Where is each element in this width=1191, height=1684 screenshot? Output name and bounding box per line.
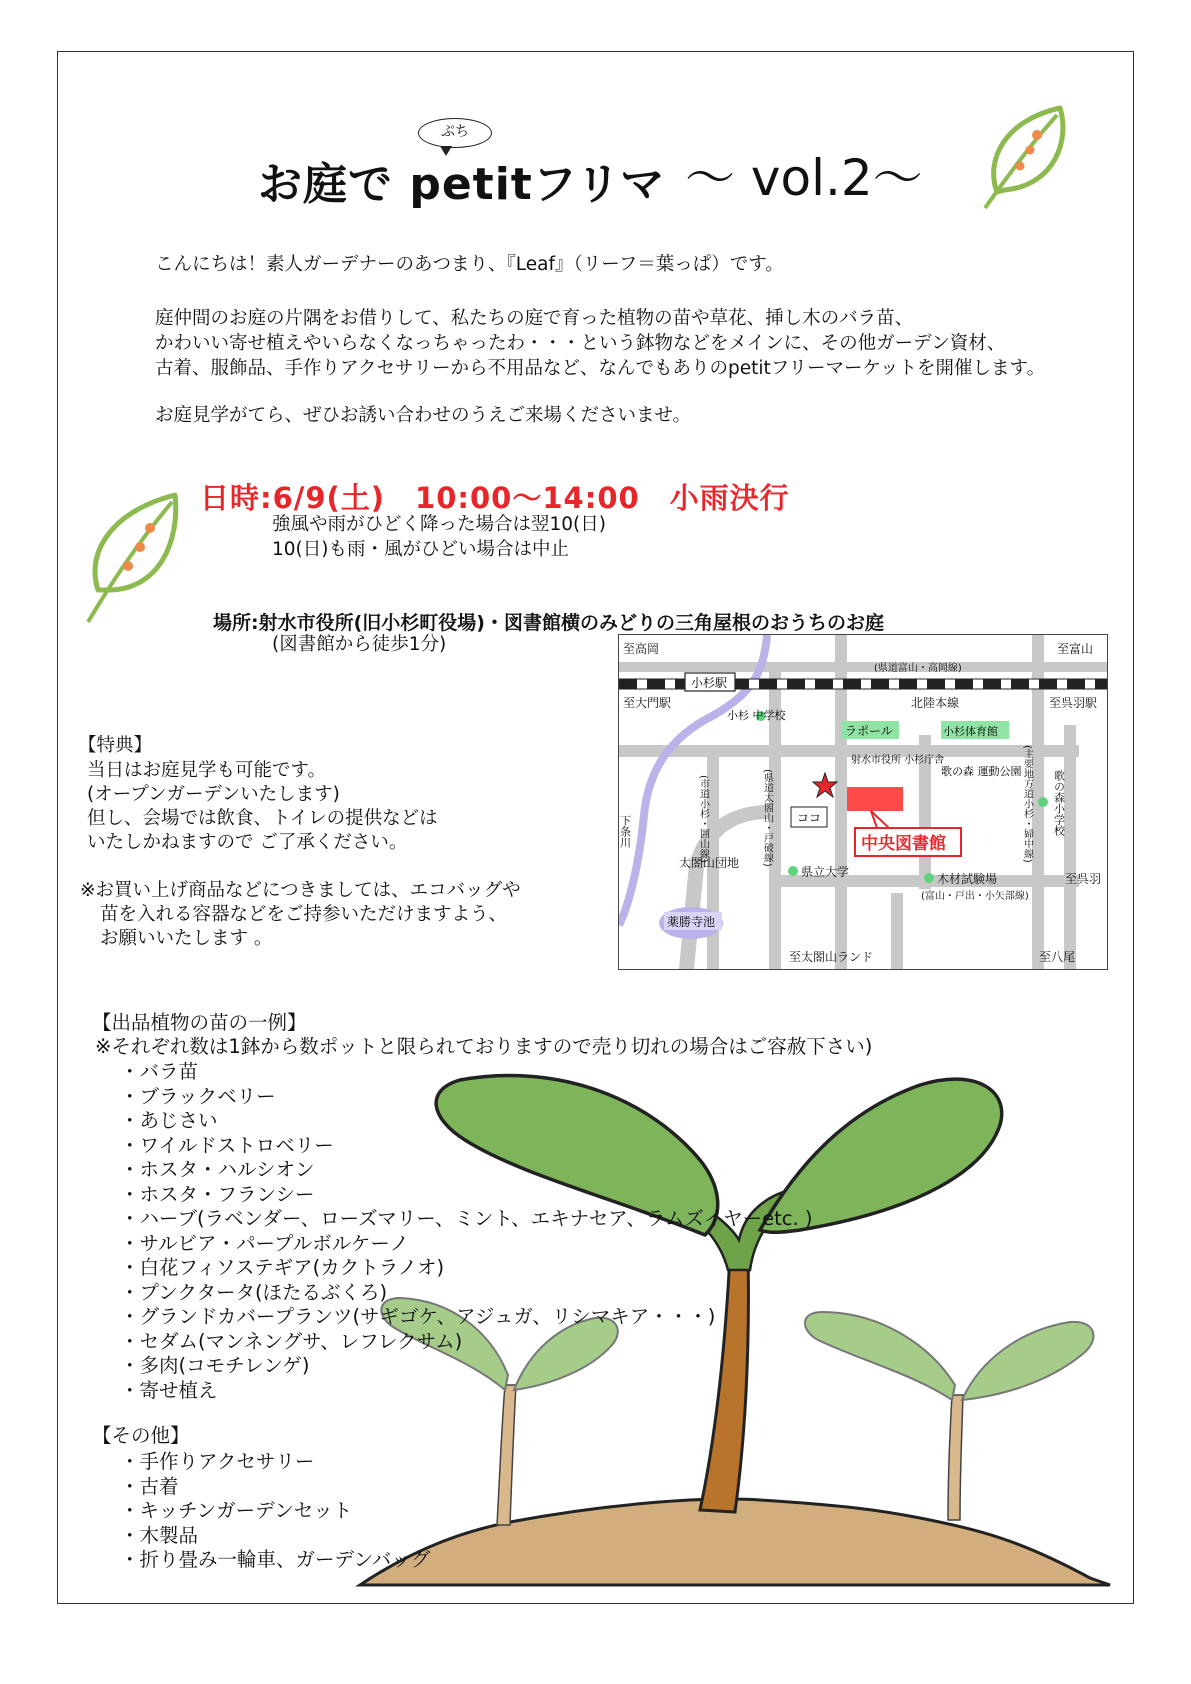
map-label-to-kureha-station: 至呉羽駅 (1049, 696, 1098, 710)
benefits-note-1: ※お買い上げ商品などにつきましては、エコバッグや (80, 880, 521, 901)
small-sprout-left-stem (497, 1385, 516, 1525)
intro-invite: お庭見学がてら、ぜひお誘い合わせのうえご来場くださいませ。 (155, 405, 691, 426)
map-label-hokuriku-line: 北陸本線 (911, 696, 960, 710)
benefits-note-2: 苗を入れる容器などをご持参いただけますよう、 (100, 904, 508, 925)
map-label-main-road: (主要地方道小杉・婦中線) (1021, 745, 1033, 863)
map-label-wood-lab: 木材試験場 (937, 872, 998, 886)
map-label-city-road: (市道小杉・囲山線) (697, 775, 709, 863)
plant-item: ・ホスタ・フランシー (120, 1182, 315, 1206)
venue-map (618, 634, 1108, 970)
title-main: お庭で petitフリマ (258, 159, 666, 210)
venue-place: 場所:射水市役所(旧小杉町役場)・図書館横のみどりの三角屋根のおうちのお庭 (213, 612, 884, 634)
others-heading: 【その他】 (92, 1424, 190, 1447)
schedule-note-2: 10(日)も雨・風がひどい場合は中止 (272, 539, 569, 560)
leaf-icon-left (80, 490, 190, 630)
plant-item: ・サルビア・パープルボルケーノ (120, 1231, 409, 1255)
map-label-shimojo-river: 下条川 (619, 815, 632, 848)
venue-walk: (図書館から徒歩1分) (272, 634, 447, 655)
map-label-route-yatsuo: (富山・戸出・小矢部線) (921, 891, 1029, 902)
plant-item: ・ハーブ(ラベンダー、ローズマリー、ミント、エキナセア、ラムズイヤーetc. ) (120, 1207, 813, 1230)
intro-body-line-3: 古着、服飾品、手作りアクセサリーから不用品など、なんでもありのpetitフリーマーケットを開催します。 (155, 358, 1046, 379)
benefits-heading: 【特典】 (78, 735, 153, 756)
map-label-to-kureha: 至呉羽 (1065, 872, 1102, 886)
ruby-bubble: ぷち (418, 118, 492, 148)
schedule-datetime: 日時:6/9(土) 10:00～14:00 小雨決行 (200, 481, 790, 515)
other-item: ・折り畳み一輪車、ガーデンバッグ (120, 1548, 431, 1571)
benefits-line-3: 但し、会場では飲食、トイレの提供などは (87, 808, 438, 829)
map-library-block (847, 787, 903, 811)
map-road-bottom-h (891, 893, 903, 969)
others-list (120, 1450, 430, 1573)
map-dot-univ (788, 866, 798, 876)
map-road-mid-h (619, 745, 1079, 757)
map-label-utanomori-es: 歌の森小学校 (1052, 770, 1066, 836)
map-label-station: 小杉駅 (691, 676, 728, 690)
plant-item: ・あじさい (120, 1109, 218, 1132)
map-dot-woodlab (924, 873, 934, 883)
intro-body-line-1: 庭仲間のお庭の片隅をお借りして、私たちの庭で育った植物の苗や草花、挿し木のバラ苗、 (155, 308, 914, 329)
title-volume: ～ vol.2～ (685, 149, 923, 207)
schedule-note-1: 強風や雨がひどく降った場合は翌10(日) (272, 514, 606, 535)
map-label-to-toyama: 至富山 (1057, 642, 1094, 656)
map-label-to-yatsuo: 至八尾 (1039, 950, 1076, 964)
other-item: ・古着 (120, 1474, 179, 1498)
benefits-line-4: いたしかねますので ご了承ください。 (87, 832, 408, 853)
map-library-pointer (871, 811, 889, 828)
benefits-note-3: お願いいたします 。 (100, 928, 273, 949)
plant-item: ・プンクタータ(ほたるぶくろ) (120, 1280, 388, 1304)
plants-note: ※それぞれ数は1鉢から数ポットと限られておりますので売り切れの場合はご容赦下さい) (95, 1035, 873, 1058)
small-sprout-right-leaf-a (805, 1312, 955, 1400)
map-road-curve (679, 805, 769, 969)
plant-item: ・ブラックベリー (120, 1084, 276, 1108)
map-label-library: 中央図書館 (861, 834, 946, 854)
plants-heading: 【出品植物の苗の一例】 (92, 1011, 307, 1034)
other-item: ・手作りアクセサリー (120, 1450, 315, 1473)
map-dot-es (1038, 797, 1048, 807)
plant-item: ・寄せ植え (120, 1378, 218, 1402)
plant-item: ・セダム(マンネングサ、レフレクサム) (120, 1329, 463, 1353)
map-label-route-toyama-takaoka: (県道富山・高岡線) (874, 663, 962, 674)
map-road-right-v (1064, 725, 1076, 969)
intro-greeting: こんにちは！素人ガーデナーのあつまり、『Leaf』（リーフ＝葉っぱ）です。 (155, 254, 784, 275)
plants-list (120, 1060, 813, 1403)
map-label-city-office: 射水市役所 小杉庁舎 (851, 755, 945, 766)
map-label-yakushiji-pond: 薬勝寺池 (667, 915, 716, 929)
small-sprout-right-stem (948, 1395, 963, 1520)
intro-body-line-2: かわいい寄せ植えやいらなくなっちゃったわ・・・という鉢物などをメインに、その他ガーデン資材、 (155, 333, 1006, 354)
map-label-kosugi-gym: 小杉体育館 (943, 725, 998, 738)
map-label-to-taikoyama-land: 至太閤山ランド (789, 950, 874, 964)
plant-item: ・白花フィソステギア(カクトラノオ) (120, 1256, 445, 1279)
map-label-pref-road: (県道太閤山・戸破線) (761, 769, 773, 867)
page-title (0, 138, 1191, 208)
map-canvas (619, 635, 1107, 969)
small-sprout-right-leaf-b (962, 1322, 1093, 1400)
map-label-lapole: ラポール (845, 724, 893, 738)
plant-item: ・ホスタ・ハルシオン (120, 1158, 315, 1181)
map-label-utanomori-park: 歌の森 運動公園 (941, 765, 1022, 778)
benefits-line-2: (オープンガーデンいたします) (87, 784, 340, 805)
plant-item: ・多肉(コモチレンゲ) (120, 1354, 310, 1377)
map-label-to-takaoka: 至高岡 (623, 642, 660, 656)
map-label-taikoyama-danchi: 太閤山団地 (679, 856, 740, 870)
map-label-to-oomon: 至大門駅 (623, 696, 672, 710)
map-star-marker (813, 773, 837, 797)
other-item: ・木製品 (120, 1523, 199, 1547)
other-item: ・キッチンガーデンセット (120, 1499, 353, 1522)
map-label-koko: ココ (797, 811, 822, 825)
plant-item: ・グランドカバープランツ(サギゴケ、アジュガ、リシマキア・・・) (120, 1305, 716, 1328)
plant-item: ・ワイルドストロベリー (120, 1133, 334, 1157)
map-label-kosugi-jhs: 小杉 中学校 (727, 709, 786, 722)
benefits-line-1: 当日はお庭見学も可能です。 (87, 760, 327, 781)
map-label-pref-univ: 県立大学 (801, 865, 850, 879)
plant-item: ・バラ苗 (120, 1060, 199, 1083)
